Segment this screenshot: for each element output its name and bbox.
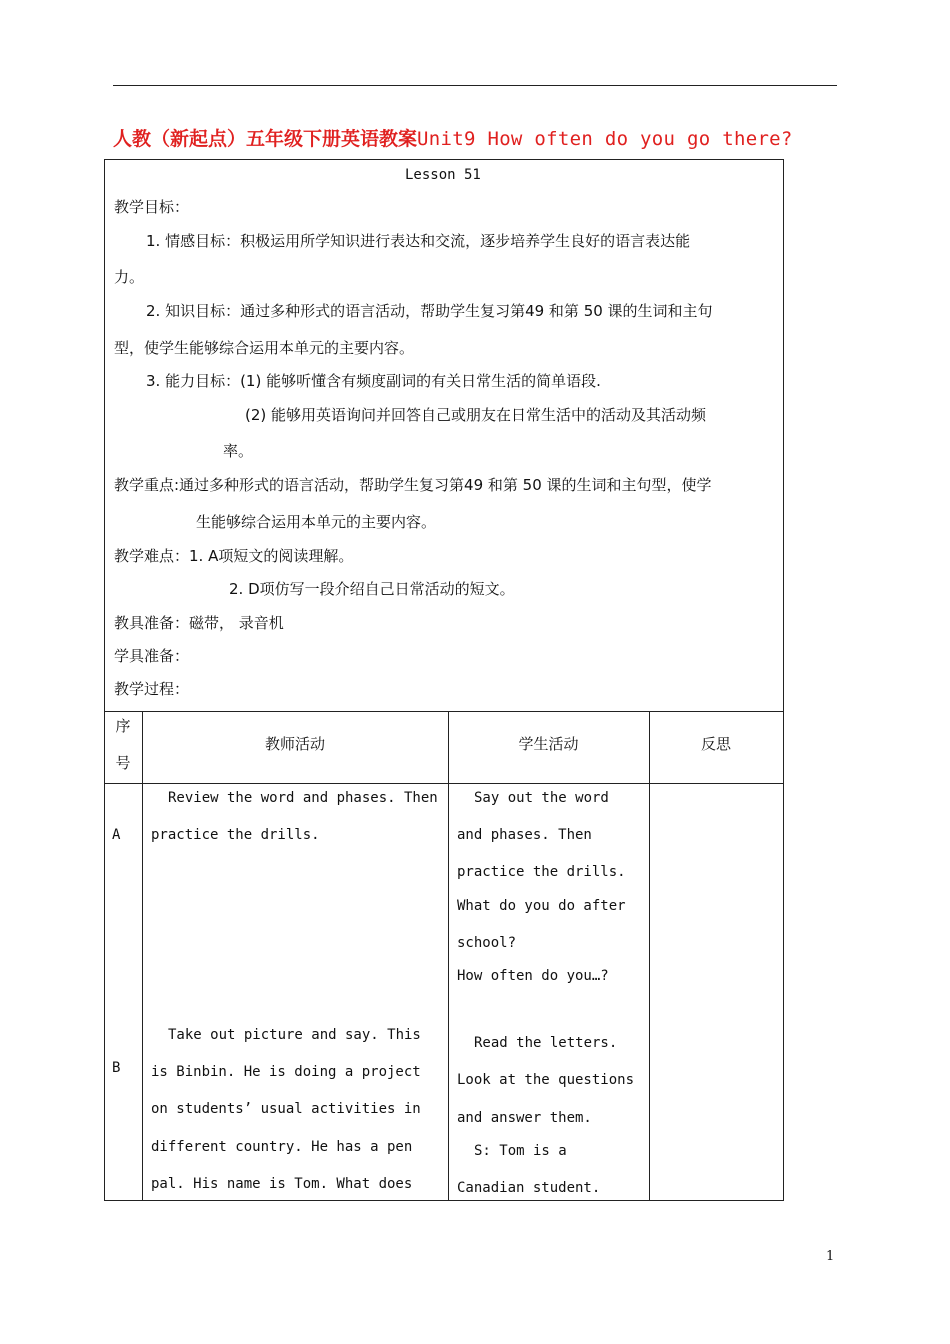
header-student-activity: 学生活动 [518,735,579,753]
row-a-teacher-line-2: practice the drills. [151,827,320,843]
row-b-teacher-line-3: on students’ usual activities in [151,1101,421,1117]
header-reflection: 反思 [700,735,731,753]
table-top-border [104,711,783,712]
student-tools: 学具准备： [114,647,190,665]
header-number-top: 序 [115,717,131,735]
row-b-teacher-line-4: different country. He has a pen [151,1139,413,1155]
title-chinese: 人教（新起点）五年级下册英语教案 [113,128,418,150]
document-title [113,124,843,151]
title-english: Unit9 How often do you go there? [417,128,793,150]
row-b-teacher-line-5: pal. His name is Tom. What does [151,1176,413,1192]
row-a-student-line-2: and phases. Then [457,827,592,843]
table-header-border [104,783,783,784]
row-b-student-line-1: Read the letters. [474,1035,618,1051]
objective-1-line-1: 1. 情感目标：积极运用所学知识进行表达和交流，逐步培养学生良好的语言表达能 [146,232,691,250]
difficulty-line-1: 教学难点：1. A项短文的阅读理解。 [114,547,354,565]
process-label: 教学过程： [114,680,190,698]
objective-3-line-2: (2) 能够用英语询问并回答自己或朋友在日常生活中的活动及其活动频 [245,406,707,424]
table-column-divider-2 [448,711,449,1200]
key-points-line-2: 生能够综合运用本单元的主要内容。 [196,513,437,531]
difficulty-line-2: 2. D项仿写一段介绍自己日常活动的短文。 [229,580,515,598]
key-points-line-1: 教学重点:通过多种形式的语言活动，帮助学生复习第49 和第 50 课的生词和主句型，使学 [114,476,712,494]
objectives-label: 教学目标： [114,198,190,216]
row-a-student-line-3: practice the drills. [457,864,626,880]
row-a-student-line-1: Say out the word [474,790,609,806]
row-a-student-line-5: school? [457,935,517,951]
header-rule [113,85,837,86]
row-b-student-line-5: Canadian student. [457,1180,601,1196]
row-b-student-line-2: Look at the questions [457,1072,635,1088]
row-a-label: A [112,827,121,843]
page-number: 1 [826,1249,835,1264]
row-b-student-line-4: S: Tom is a [474,1143,567,1159]
objective-2-line-1: 2. 知识目标：通过多种形式的语言活动，帮助学生复习第49 和第 50 课的生词和主句 [146,302,713,320]
objective-3-line-1: 3. 能力目标：(1) 能够听懂含有频度副词的有关日常生活的简单语段. [146,372,601,390]
header-number-bottom: 号 [115,754,131,772]
row-a-student-line-6: How often do you…? [457,968,609,984]
row-a-student-line-4: What do you do after [457,898,626,914]
row-a-teacher-line-1: Review the word and phases. Then [168,790,438,806]
row-b-teacher-line-2: is Binbin. He is doing a project [151,1064,421,1080]
row-b-teacher-line-1: Take out picture and say. This [168,1027,421,1043]
lesson-number: Lesson 51 [405,167,481,183]
header-teacher-activity: 教师活动 [264,735,325,753]
teaching-tools: 教具准备：磁带， 录音机 [114,614,284,632]
row-b-student-line-3: and answer them. [457,1110,592,1126]
table-column-divider-1 [142,711,143,1200]
objective-3-line-3: 率。 [223,442,254,460]
row-b-label: B [112,1060,121,1076]
objective-1-line-2: 力。 [114,268,145,286]
objective-2-line-2: 型，使学生能够综合运用本单元的主要内容。 [114,339,415,357]
table-column-divider-3 [649,711,650,1200]
